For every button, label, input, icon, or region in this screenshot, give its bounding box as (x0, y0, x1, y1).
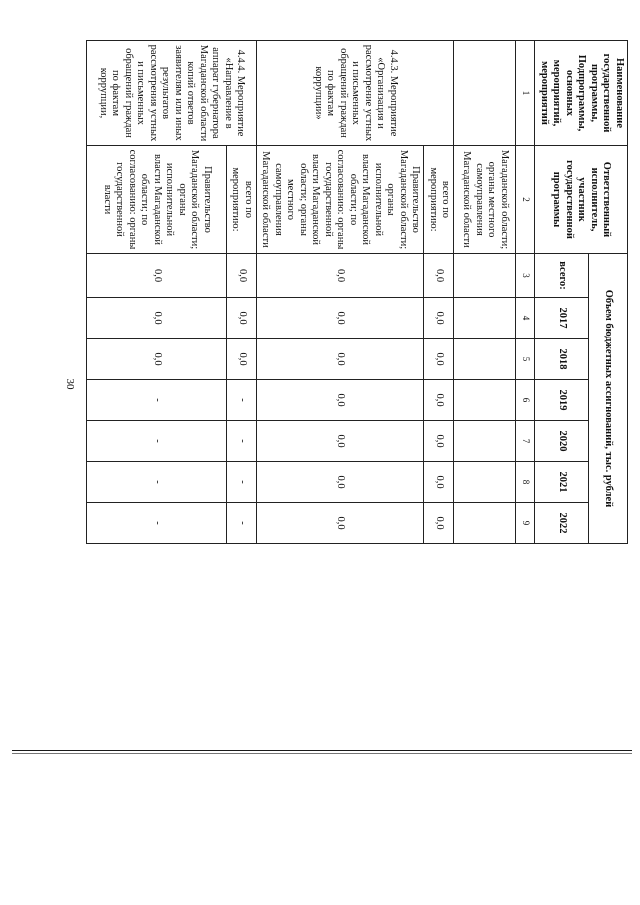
column-number: 5 (516, 339, 535, 380)
row-value: - (227, 421, 257, 462)
row-name: 4.4.3. Мероприятие «Организация и рассмотрение устных и письменных обращений граждан по фактам коррупции» (257, 41, 455, 146)
blank-area (87, 544, 628, 701)
row-total: 0,0 (227, 254, 257, 298)
row-value: - (87, 462, 227, 503)
row-value: - (87, 380, 227, 421)
header-year: 2022 (535, 503, 589, 544)
header-year: 2018 (535, 339, 589, 380)
header-budget-column: Объем бюджетных ассигнований, тыс. рублей (589, 254, 628, 544)
row-responsible: Магаданской области; органы местного самоуправления Магаданской области (454, 146, 516, 254)
row-value (454, 339, 516, 380)
column-number: 8 (516, 462, 535, 503)
header-year: 2017 (535, 298, 589, 339)
row-value: 0,0 (87, 298, 227, 339)
row-value: 0,0 (424, 339, 454, 380)
row-value (454, 421, 516, 462)
row-name (454, 41, 516, 146)
column-number: 1 (516, 41, 535, 146)
row-value: - (227, 503, 257, 544)
row-value: 0,0 (257, 462, 425, 503)
row-name: 4.4.4. Мероприятие «Направление в аппарат губернатора Магаданской области копий ответов заявителям или иных результатов рассмотрения устных и письменных обращений граждан по фактам коррупции, (87, 41, 257, 146)
rotated-page-content (98, 40, 628, 700)
row-total: 0,0 (424, 254, 454, 298)
row-value (454, 503, 516, 544)
header-year: 2019 (535, 380, 589, 421)
row-value: 0,0 (227, 298, 257, 339)
column-number: 3 (516, 254, 535, 298)
column-number: 4 (516, 298, 535, 339)
row-value: 0,0 (257, 298, 425, 339)
header-year: 2020 (535, 421, 589, 462)
row-value: 0,0 (227, 339, 257, 380)
scan-bottom-rule-shadow (12, 753, 632, 754)
page-number: 30 (64, 378, 76, 390)
row-value: - (227, 462, 257, 503)
row-total: 0,0 (87, 254, 227, 298)
row-responsible: Правительство Магаданской области; органы исполнительной власти Магаданской области; по согласованию: органы государственной власти (87, 146, 227, 254)
row-total: 0,0 (257, 254, 425, 298)
column-number: 7 (516, 421, 535, 462)
row-value: 0,0 (257, 380, 425, 421)
row-value: 0,0 (424, 462, 454, 503)
row-value: 0,0 (424, 503, 454, 544)
row-value (454, 380, 516, 421)
row-responsible: всего по мероприятию: (227, 146, 257, 254)
row-value: - (87, 421, 227, 462)
budget-table (86, 40, 628, 701)
header-row (589, 41, 628, 701)
row-value: 0,0 (424, 421, 454, 462)
row-value: 0,0 (257, 421, 425, 462)
row-value: - (87, 503, 227, 544)
row-value: 0,0 (424, 380, 454, 421)
row-total (454, 254, 516, 298)
row-value: 0,0 (424, 298, 454, 339)
column-number: 6 (516, 380, 535, 421)
header-responsible-column: Ответственный исполнитель, участник государственной программы (535, 146, 628, 254)
row-value (454, 462, 516, 503)
header-year: 2021 (535, 462, 589, 503)
row-value: 0,0 (257, 339, 425, 380)
row-value: 0,0 (87, 339, 227, 380)
row-responsible: всего по мероприятию: (424, 146, 454, 254)
header-name-column: Наименование государственной программы, Подпрограммы, основных мероприятий, мероприятий (535, 41, 628, 146)
row-value: - (227, 380, 257, 421)
row-value: 0,0 (257, 503, 425, 544)
row-value (454, 298, 516, 339)
header-total: всего: (535, 254, 589, 298)
scan-bottom-rule (12, 750, 632, 751)
column-number: 2 (516, 146, 535, 254)
column-number: 9 (516, 503, 535, 544)
row-responsible: Правительство Магаданской области; органы исполнительной власти Магаданской области; по согласованию: органы государственной власти Магаданской области; органы местного самоуправления Магаданской области (257, 146, 425, 254)
